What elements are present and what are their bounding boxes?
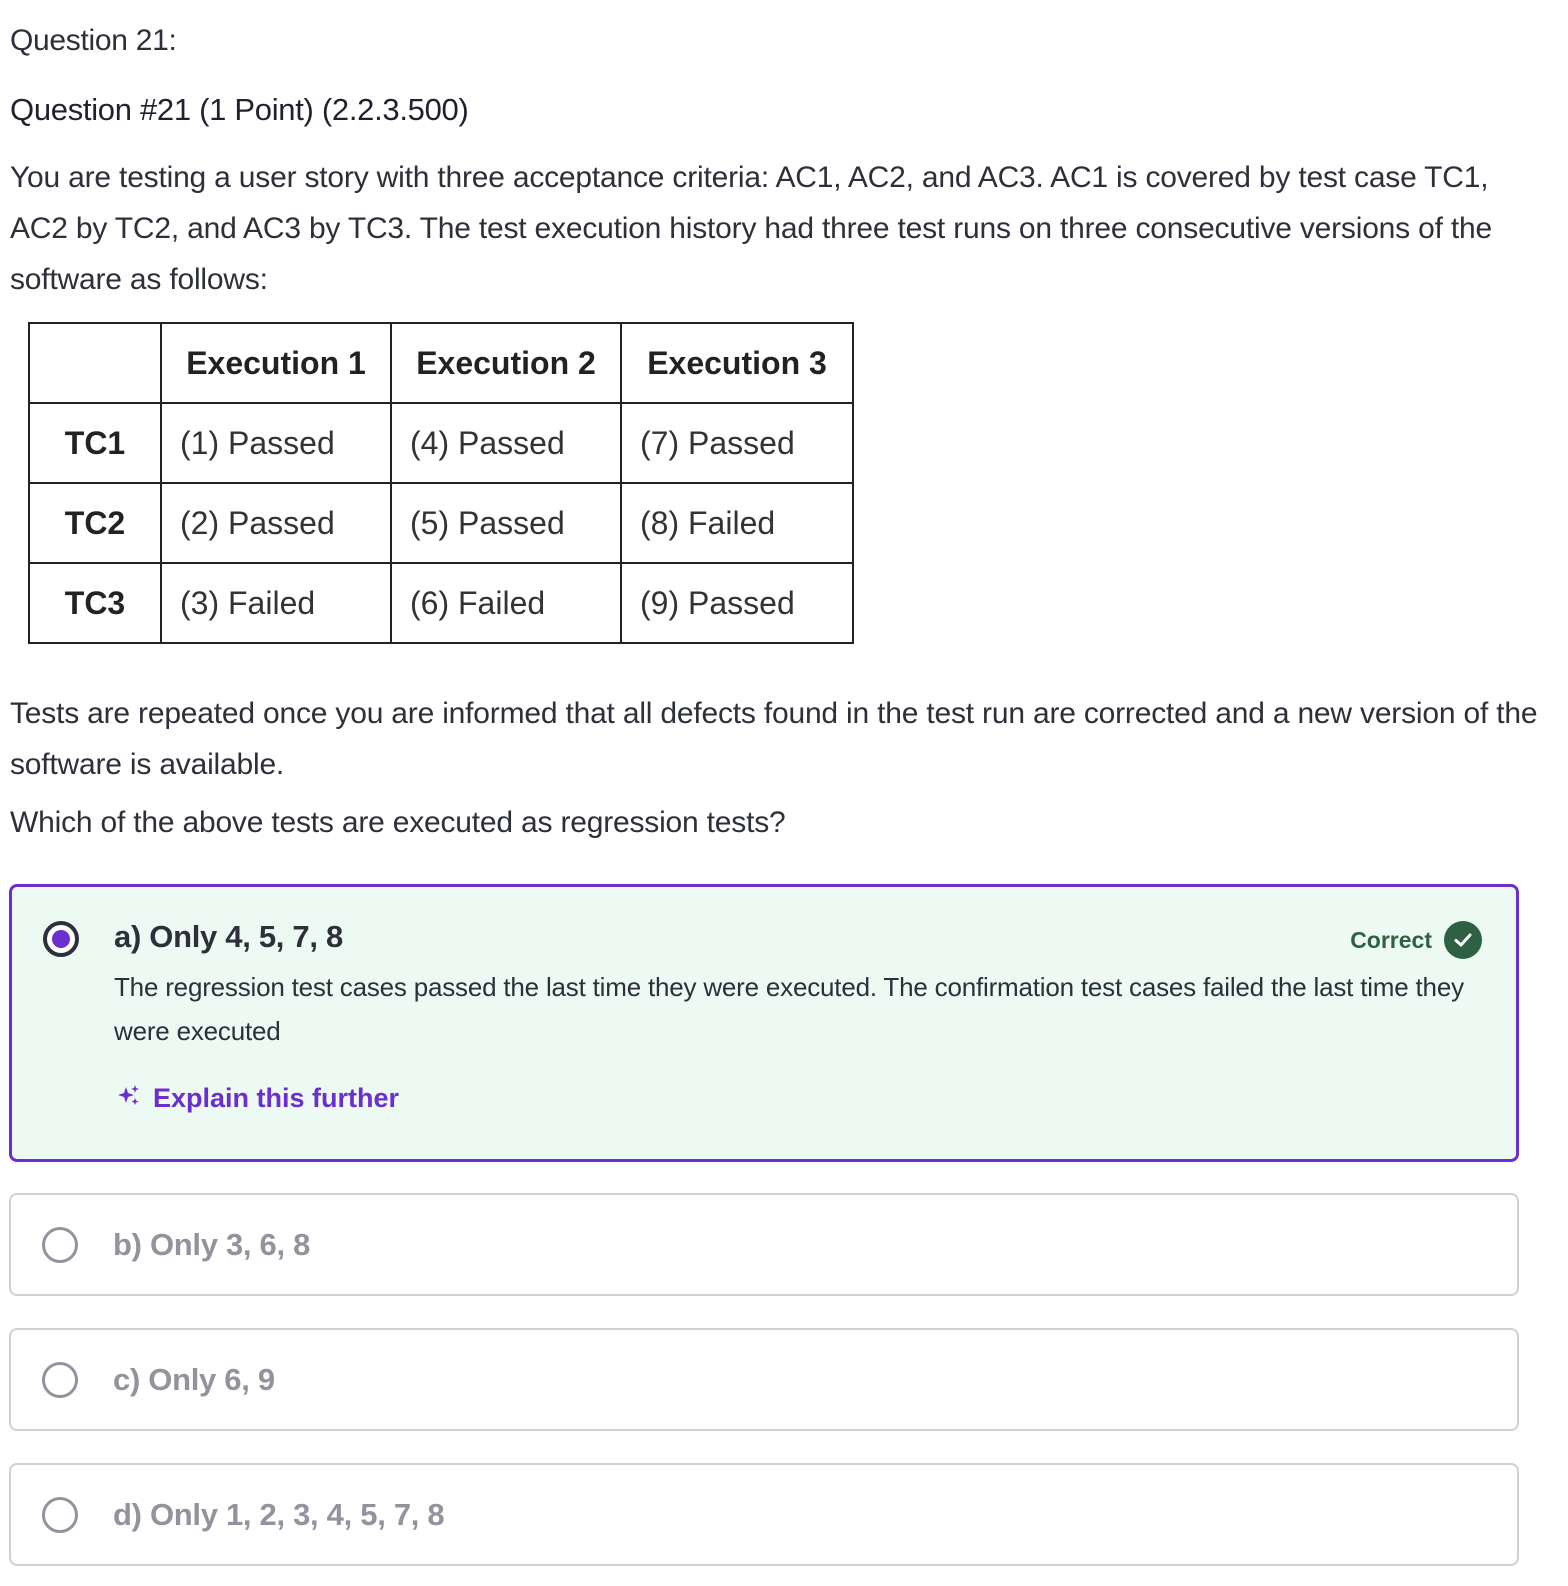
table-cell: (1) Passed <box>161 403 391 483</box>
column-header: Execution 2 <box>391 323 621 403</box>
row-header: TC1 <box>29 403 161 483</box>
table-cell: (7) Passed <box>621 403 853 483</box>
option-label: d) Only 1, 2, 3, 4, 5, 7, 8 <box>113 1497 445 1532</box>
radio-unselected-icon[interactable] <box>42 1362 78 1398</box>
radio-unselected-icon[interactable] <box>42 1497 78 1533</box>
radio-selected-icon[interactable] <box>43 921 79 957</box>
table-cell: (3) Failed <box>161 563 391 643</box>
column-header: Execution 1 <box>161 323 391 403</box>
explain-further-label: Explain this further <box>153 1083 400 1113</box>
table-cell: (8) Failed <box>621 483 853 563</box>
table-corner-cell <box>29 323 161 403</box>
table-header-row <box>29 323 853 403</box>
column-header: Execution 3 <box>621 323 853 403</box>
table-cell: (4) Passed <box>391 403 621 483</box>
answer-option-d[interactable] <box>9 1463 1519 1566</box>
question-subheader: Question #21 (1 Point) (2.2.3.500) <box>10 92 469 127</box>
table-cell: (2) Passed <box>161 483 391 563</box>
answer-option-a[interactable] <box>9 884 1519 1162</box>
option-label: c) Only 6, 9 <box>113 1362 275 1397</box>
table-row <box>29 563 853 643</box>
explain-further-button[interactable] <box>117 1083 399 1114</box>
sparkle-icon <box>117 1083 141 1114</box>
option-label: a) Only 4, 5, 7, 8 <box>114 919 343 954</box>
row-header: TC3 <box>29 563 161 643</box>
radio-unselected-icon[interactable] <box>42 1227 78 1263</box>
table-row <box>29 403 853 483</box>
answer-option-b[interactable] <box>9 1193 1519 1296</box>
question-context <box>10 688 1540 790</box>
question-text: You are testing a user story with three acceptance criteria: AC1, AC2, and AC3. AC1 is covered by test case TC1, AC2 by TC2, and AC3 by TC3. The test execution history had three test runs on three consecutive versions of the software as follows: <box>10 161 1492 296</box>
check-circle-icon <box>1444 921 1482 959</box>
question-prompt: Which of the above tests are executed as regression tests? <box>10 806 786 839</box>
table-cell: (9) Passed <box>621 563 853 643</box>
row-header: TC2 <box>29 483 161 563</box>
correct-badge <box>1350 921 1482 959</box>
option-label: b) Only 3, 6, 8 <box>113 1227 311 1262</box>
answer-explanation: The regression test cases passed the last time they were executed. The confirmation test cases failed the last time they were executed <box>114 972 1464 1046</box>
answer-option-c[interactable] <box>9 1328 1519 1431</box>
correct-status: Correct <box>1350 926 1432 953</box>
context-text: Tests are repeated once you are informed that all defects found in the test run are corrected and a new version of the software is available. <box>10 697 1538 781</box>
table-cell: (5) Passed <box>391 483 621 563</box>
table-row <box>29 483 853 563</box>
table-cell: (6) Failed <box>391 563 621 643</box>
question-body <box>10 152 1540 305</box>
execution-history-table <box>28 322 854 644</box>
question-header: Question 21: <box>10 24 177 57</box>
